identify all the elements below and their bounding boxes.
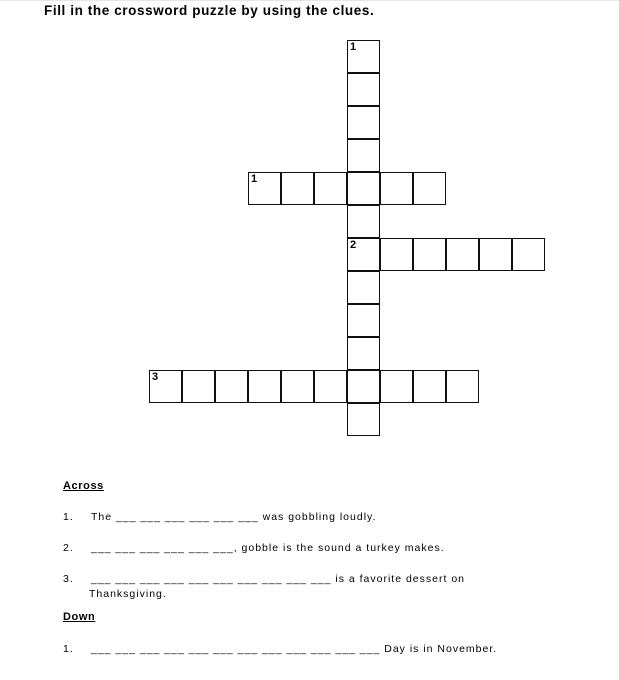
crossword-cell[interactable] (215, 370, 248, 403)
across-heading: Across (63, 480, 104, 492)
crossword-cell[interactable] (182, 370, 215, 403)
clue-number: 2 (350, 239, 357, 251)
crossword-cell[interactable] (314, 370, 347, 403)
crossword-cell[interactable] (380, 238, 413, 271)
crossword-cell[interactable] (281, 172, 314, 205)
crossword-cell[interactable] (413, 172, 446, 205)
crossword-cell[interactable] (446, 370, 479, 403)
crossword-cell[interactable] (380, 172, 413, 205)
across-clue-1 (63, 510, 376, 524)
across-clue-2 (63, 541, 445, 555)
clue-text: The ___ ___ ___ ___ ___ ___ was gobbling loudly. (91, 511, 377, 523)
crossword-cell[interactable] (512, 238, 545, 271)
crossword-cell[interactable] (347, 172, 380, 205)
crossword-cell[interactable] (347, 304, 380, 337)
across-clue-3-continued: Thanksgiving. (89, 588, 167, 600)
crossword-cell[interactable] (347, 139, 380, 172)
crossword-cell[interactable] (347, 106, 380, 139)
clue-number: 1. (63, 643, 74, 655)
crossword-cell[interactable] (248, 370, 281, 403)
crossword-cell[interactable] (248, 172, 281, 205)
crossword-cell[interactable] (413, 370, 446, 403)
crossword-cell[interactable] (347, 403, 380, 436)
clue-text: ___ ___ ___ ___ ___ ___ ___ ___ ___ ___ ___ ___ Day is in November. (91, 643, 498, 655)
crossword-cell[interactable] (314, 172, 347, 205)
crossword-cell[interactable] (347, 238, 380, 271)
crossword-cell[interactable] (479, 238, 512, 271)
down-clue-1 (63, 642, 497, 656)
crossword-cell[interactable] (347, 271, 380, 304)
down-heading: Down (63, 611, 96, 623)
crossword-cell[interactable] (347, 73, 380, 106)
page-title: Fill in the crossword puzzle by using the clues. (44, 3, 375, 18)
clue-text: ___ ___ ___ ___ ___ ___, gobble is the sound a turkey makes. (91, 542, 445, 554)
crossword-cell[interactable] (347, 337, 380, 370)
crossword-cell[interactable] (281, 370, 314, 403)
crossword-cell[interactable] (347, 205, 380, 238)
clue-number: 3. (63, 573, 74, 585)
crossword-cell[interactable] (149, 370, 182, 403)
crossword-cell[interactable] (446, 238, 479, 271)
clue-number: 1 (350, 41, 357, 53)
across-clue-3 (63, 572, 465, 586)
clue-number: 3 (152, 371, 159, 383)
clue-number: 2. (63, 542, 74, 554)
crossword-cell[interactable] (413, 238, 446, 271)
clue-number: 1 (251, 173, 258, 185)
crossword-cell[interactable] (347, 370, 380, 403)
crossword-cell[interactable] (347, 40, 380, 73)
clue-number: 1. (63, 511, 74, 523)
clue-text: ___ ___ ___ ___ ___ ___ ___ ___ ___ ___ is a favorite dessert on (91, 573, 465, 585)
crossword-cell[interactable] (380, 370, 413, 403)
